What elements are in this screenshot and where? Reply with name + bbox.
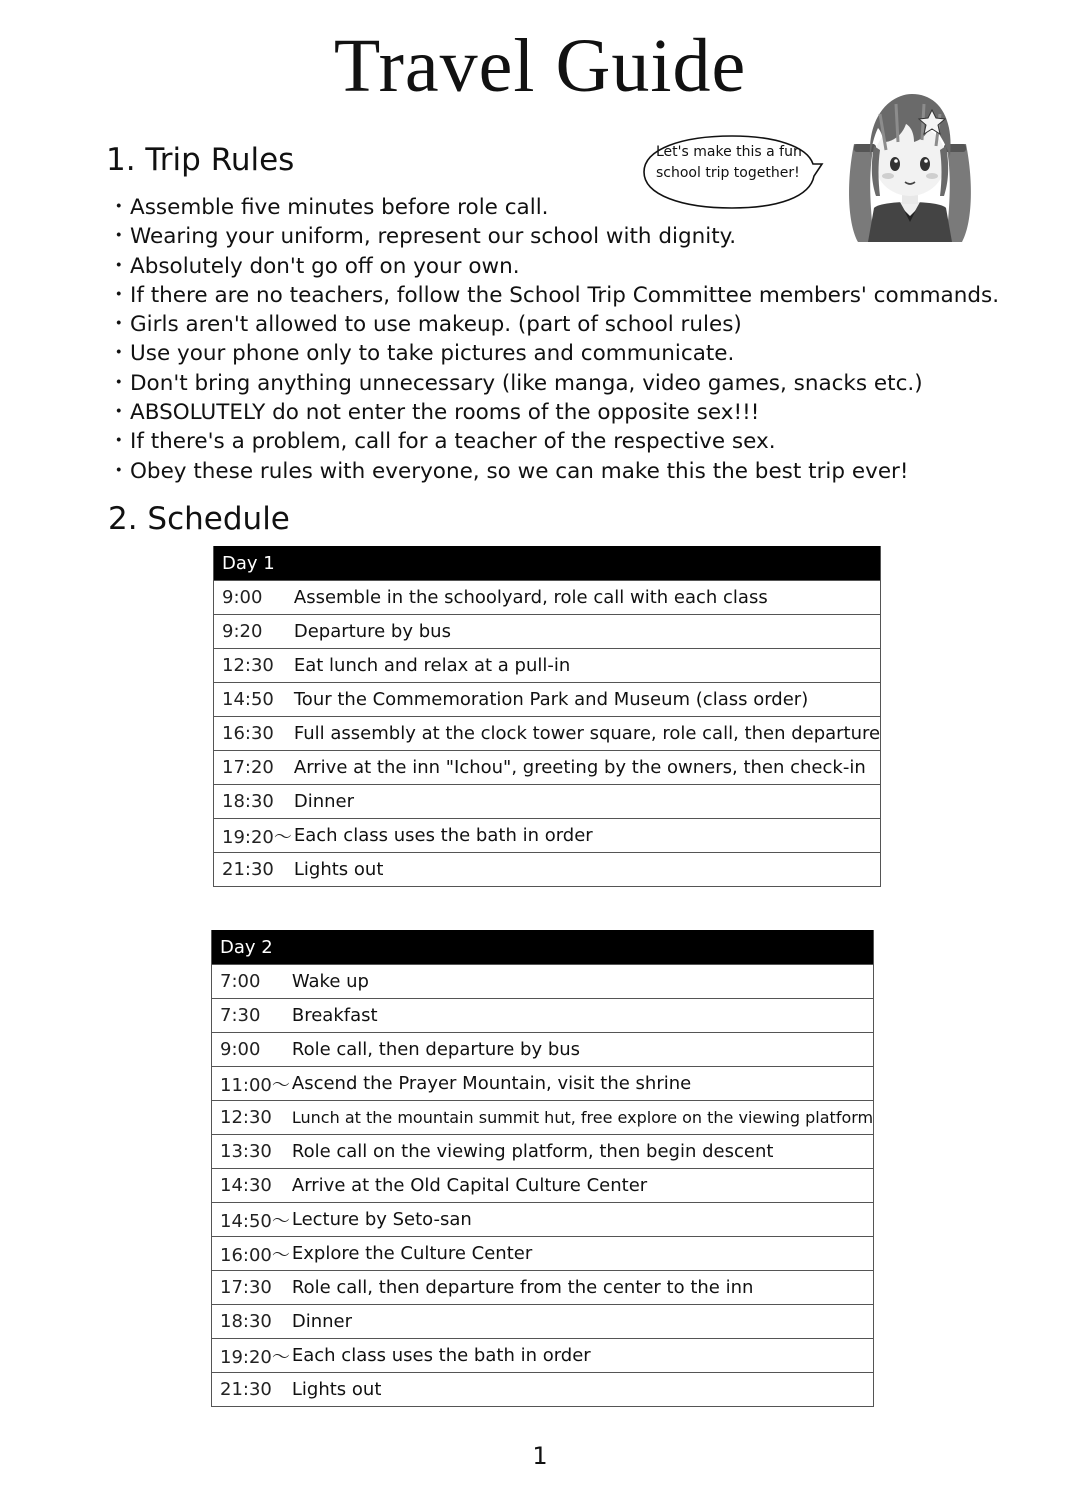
bullet-icon: ・	[108, 312, 130, 338]
schedule-activity: Lecture by Seto-san	[290, 1203, 874, 1237]
schedule-time: 19:20〜	[212, 1339, 290, 1373]
schedule-row	[212, 1237, 874, 1271]
rule-text: Absolutely don't go off on your own.	[130, 253, 520, 279]
schedule-activity: Assemble in the schoolyard, role call with each class	[292, 581, 881, 615]
schedule-time: 19:20〜	[214, 819, 292, 853]
section-heading-trip-rules: 1. Trip Rules	[106, 142, 295, 178]
schedule-activity: Each class uses the bath in order	[290, 1339, 874, 1373]
rule-item	[108, 252, 999, 281]
schedule-time: 14:50〜	[212, 1203, 290, 1237]
schedule-row	[212, 965, 874, 999]
schedule-activity: Departure by bus	[292, 615, 881, 649]
schedule-activity: Breakfast	[290, 999, 874, 1033]
schedule-row	[212, 1339, 874, 1373]
schedule-row	[212, 999, 874, 1033]
schedule-row	[212, 1169, 874, 1203]
schedule-row	[212, 1033, 874, 1067]
schedule-row	[212, 1203, 874, 1237]
bullet-icon: ・	[108, 195, 130, 220]
schedule-time: 21:30	[214, 853, 292, 887]
day-1-header: Day 1	[214, 546, 881, 581]
schedule-activity: Role call, then departure by bus	[290, 1033, 874, 1067]
schedule-activity: Lunch at the mountain summit hut, free explore on the viewing platform	[290, 1101, 874, 1135]
rule-item	[108, 369, 999, 398]
bullet-icon: ・	[108, 224, 130, 250]
day-2-schedule-table	[211, 930, 874, 1407]
schedule-time: 13:30	[212, 1135, 290, 1169]
rule-text: Wearing your uniform, represent our school with dignity.	[130, 224, 737, 250]
bullet-icon: ・	[108, 370, 130, 396]
schedule-activity: Explore the Culture Center	[290, 1237, 874, 1271]
schedule-activity: Dinner	[292, 785, 881, 819]
page-number: 1	[532, 1442, 548, 1470]
schedule-time: 18:30	[212, 1305, 290, 1339]
schedule-row	[212, 1305, 874, 1339]
rule-text: Girls aren't allowed to use makeup. (part of school rules)	[130, 312, 742, 338]
schedule-row	[214, 649, 881, 683]
schoolgirl-illustration	[840, 84, 980, 244]
schedule-time: 21:30	[212, 1373, 290, 1407]
bullet-icon: ・	[108, 282, 130, 308]
schedule-time: 9:00	[214, 581, 292, 615]
schedule-row	[214, 785, 881, 819]
schedule-row	[212, 1135, 874, 1169]
schedule-time: 7:30	[212, 999, 290, 1033]
schedule-time: 16:00〜	[212, 1237, 290, 1271]
schedule-row	[214, 819, 881, 853]
schedule-activity: Role call, then departure from the center to the inn	[290, 1271, 874, 1305]
section-heading-schedule: 2. Schedule	[108, 501, 290, 537]
schedule-activity: Lights out	[292, 853, 881, 887]
schedule-row	[214, 581, 881, 615]
schedule-activity: Each class uses the bath in order	[292, 819, 881, 853]
rule-text: If there are no teachers, follow the School Trip Committee members' commands.	[130, 282, 1000, 308]
speech-bubble	[642, 134, 820, 208]
rule-text: Use your phone only to take pictures and communicate.	[130, 341, 735, 367]
schedule-activity: Full assembly at the clock tower square, role call, then departure	[292, 717, 881, 751]
schedule-time: 17:20	[214, 751, 292, 785]
schedule-time: 9:20	[214, 615, 292, 649]
schedule-activity: Dinner	[290, 1305, 874, 1339]
rule-item	[108, 457, 999, 486]
schedule-row	[214, 683, 881, 717]
schedule-activity: Arrive at the Old Capital Culture Center	[290, 1169, 874, 1203]
schedule-row	[212, 1373, 874, 1407]
schedule-time: 12:30	[214, 649, 292, 683]
rule-item	[108, 281, 999, 310]
schedule-time: 7:00	[212, 965, 290, 999]
rule-item	[108, 339, 999, 368]
rule-text: Obey these rules with everyone, so we can make this the best trip ever!	[130, 458, 909, 484]
rule-item	[108, 398, 999, 427]
schedule-time: 18:30	[214, 785, 292, 819]
schedule-time: 14:50	[214, 683, 292, 717]
bullet-icon: ・	[108, 341, 130, 367]
schedule-row	[212, 1101, 874, 1135]
day-1-schedule-table	[213, 546, 881, 887]
speech-bubble-line-2: school trip together!	[656, 165, 800, 181]
schedule-activity: Wake up	[290, 965, 874, 999]
schedule-row	[214, 615, 881, 649]
rule-text: If there's a problem, call for a teacher of the respective sex.	[130, 429, 776, 455]
schedule-row	[214, 853, 881, 887]
schedule-time: 17:30	[212, 1271, 290, 1305]
schedule-row	[214, 751, 881, 785]
rule-item	[108, 427, 999, 456]
page-title: Travel Guide	[333, 24, 747, 108]
rule-text: ABSOLUTELY do not enter the rooms of the opposite sex!!!	[130, 400, 760, 426]
schedule-activity: Role call on the viewing platform, then begin descent	[290, 1135, 874, 1169]
schedule-activity: Ascend the Prayer Mountain, visit the shrine	[290, 1067, 874, 1101]
rule-item	[108, 310, 999, 339]
bullet-icon: ・	[108, 400, 130, 426]
bullet-icon: ・	[108, 458, 130, 484]
schedule-row	[212, 1271, 874, 1305]
schedule-activity: Tour the Commemoration Park and Museum (class order)	[292, 683, 881, 717]
schedule-time: 14:30	[212, 1169, 290, 1203]
bullet-icon: ・	[108, 253, 130, 279]
schedule-activity: Arrive at the inn "Ichou", greeting by the owners, then check-in	[292, 751, 881, 785]
schedule-time: 11:00〜	[212, 1067, 290, 1101]
schedule-row	[214, 717, 881, 751]
schedule-row	[212, 1067, 874, 1101]
day-2-header: Day 2	[212, 930, 874, 965]
schedule-time: 16:30	[214, 717, 292, 751]
speech-bubble-line-1: Let's make this a fun	[656, 144, 802, 160]
schedule-time: 9:00	[212, 1033, 290, 1067]
rule-text: Assemble five minutes before role call.	[130, 195, 549, 220]
rule-text: Don't bring anything unnecessary (like manga, video games, snacks etc.)	[130, 370, 923, 396]
schedule-time: 12:30	[212, 1101, 290, 1135]
schedule-activity: Eat lunch and relax at a pull-in	[292, 649, 881, 683]
schedule-activity: Lights out	[290, 1373, 874, 1407]
bullet-icon: ・	[108, 429, 130, 455]
